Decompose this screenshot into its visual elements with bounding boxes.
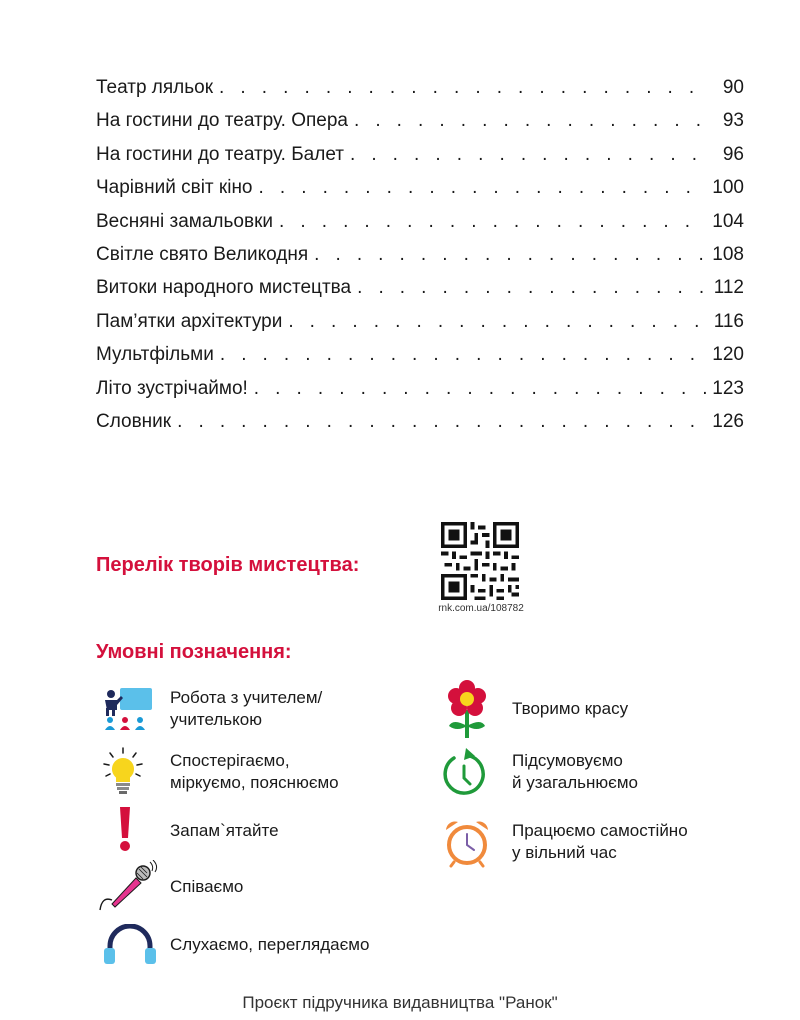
flower-icon xyxy=(444,680,490,738)
toc-row[interactable] xyxy=(96,305,744,338)
legend-text: й узагальнюємо xyxy=(512,773,638,792)
toc-title: На гостини до театру. Опера xyxy=(96,110,348,132)
toc-leader xyxy=(220,338,706,371)
toc-leader xyxy=(219,71,712,104)
legend-title: Умовні позначення: xyxy=(96,641,292,663)
headphones-icon xyxy=(102,924,158,966)
toc-page: 100 xyxy=(712,177,744,199)
toc-leader xyxy=(259,171,707,204)
legend-text: Підсумовуємо xyxy=(512,751,623,770)
toc-row[interactable] xyxy=(96,71,744,104)
legend-free-time xyxy=(444,818,754,870)
toc-page: 126 xyxy=(712,410,744,432)
toc-leader xyxy=(354,104,712,137)
toc-leader xyxy=(279,205,706,238)
qr-url[interactable]: rnk.com.ua/108782 xyxy=(438,603,524,614)
legend-text: міркуємо, пояснюємо xyxy=(170,773,339,792)
legend-text: Працюємо самостійно xyxy=(512,821,688,840)
toc-title: Світле свято Великодня xyxy=(96,243,309,265)
toc-leader xyxy=(350,138,712,171)
toc-title: Витоки народного мистецтва xyxy=(96,277,352,299)
legend-teacher xyxy=(96,684,416,734)
toc-page: 108 xyxy=(712,243,744,265)
qr-code-icon[interactable] xyxy=(441,522,519,600)
toc-row[interactable] xyxy=(96,405,744,438)
toc-row[interactable] xyxy=(96,238,744,271)
exclamation-icon xyxy=(110,806,140,852)
toc-title: Чарівний світ кіно xyxy=(96,177,253,199)
legend-listen xyxy=(96,924,436,972)
alarm-clock-icon xyxy=(442,818,492,868)
legend-sing xyxy=(96,860,416,916)
toc-leader xyxy=(288,305,707,338)
toc-leader xyxy=(254,372,707,405)
toc-page: 93 xyxy=(722,110,744,132)
legend-summary xyxy=(444,746,744,802)
toc-title: Мультфільми xyxy=(96,344,214,366)
toc-title: Весняні замальовки xyxy=(96,210,273,232)
toc-leader xyxy=(314,238,706,271)
works-list-title: Перелік творів мистецтва: xyxy=(96,554,360,576)
toc-row[interactable] xyxy=(96,171,744,204)
toc-title: Літо зустрічаймо! xyxy=(96,377,248,399)
legend-text: Слухаємо, переглядаємо xyxy=(170,935,370,954)
toc-leader xyxy=(177,405,706,438)
legend-text: у вільний час xyxy=(512,843,617,862)
toc-page: 123 xyxy=(712,377,744,399)
toc-title: Театр ляльок xyxy=(96,77,214,98)
legend-text: Спостерігаємо, xyxy=(170,751,290,770)
toc-page: 90 xyxy=(722,77,744,98)
legend-text: Запам`ятайте xyxy=(170,821,279,840)
legend-text: учителькою xyxy=(170,710,262,729)
legend-text: Робота з учителем/ xyxy=(170,688,323,707)
toc-leader xyxy=(357,271,708,304)
toc-title: Словник xyxy=(96,410,172,432)
footer: Проєкт підручника видавництва "Ранок" xyxy=(242,993,558,1012)
microphone-icon xyxy=(96,860,158,916)
clock-arrow-icon xyxy=(440,746,488,798)
toc-title: Пам’ятки архітектури xyxy=(96,310,283,332)
toc-page: 112 xyxy=(713,277,744,299)
legend-beauty xyxy=(444,680,744,738)
toc-page: 120 xyxy=(712,344,744,366)
toc-row[interactable] xyxy=(96,271,744,304)
legend-observe xyxy=(96,746,416,798)
toc-row[interactable] xyxy=(96,372,744,405)
toc-page: 96 xyxy=(722,143,744,165)
toc-row[interactable] xyxy=(96,138,744,171)
legend-text: Співаємо xyxy=(170,877,244,896)
legend-remember xyxy=(96,806,416,854)
legend-text: Творимо красу xyxy=(512,699,629,718)
table-of-contents xyxy=(96,71,744,438)
toc-row[interactable] xyxy=(96,104,744,137)
toc-row[interactable] xyxy=(96,205,744,238)
toc-row[interactable] xyxy=(96,338,744,371)
lightbulb-icon xyxy=(98,746,148,796)
toc-page: 104 xyxy=(712,210,744,232)
toc-title: На гостини до театру. Балет xyxy=(96,143,344,165)
teacher-board-icon xyxy=(98,686,154,732)
toc-page: 116 xyxy=(713,310,744,332)
